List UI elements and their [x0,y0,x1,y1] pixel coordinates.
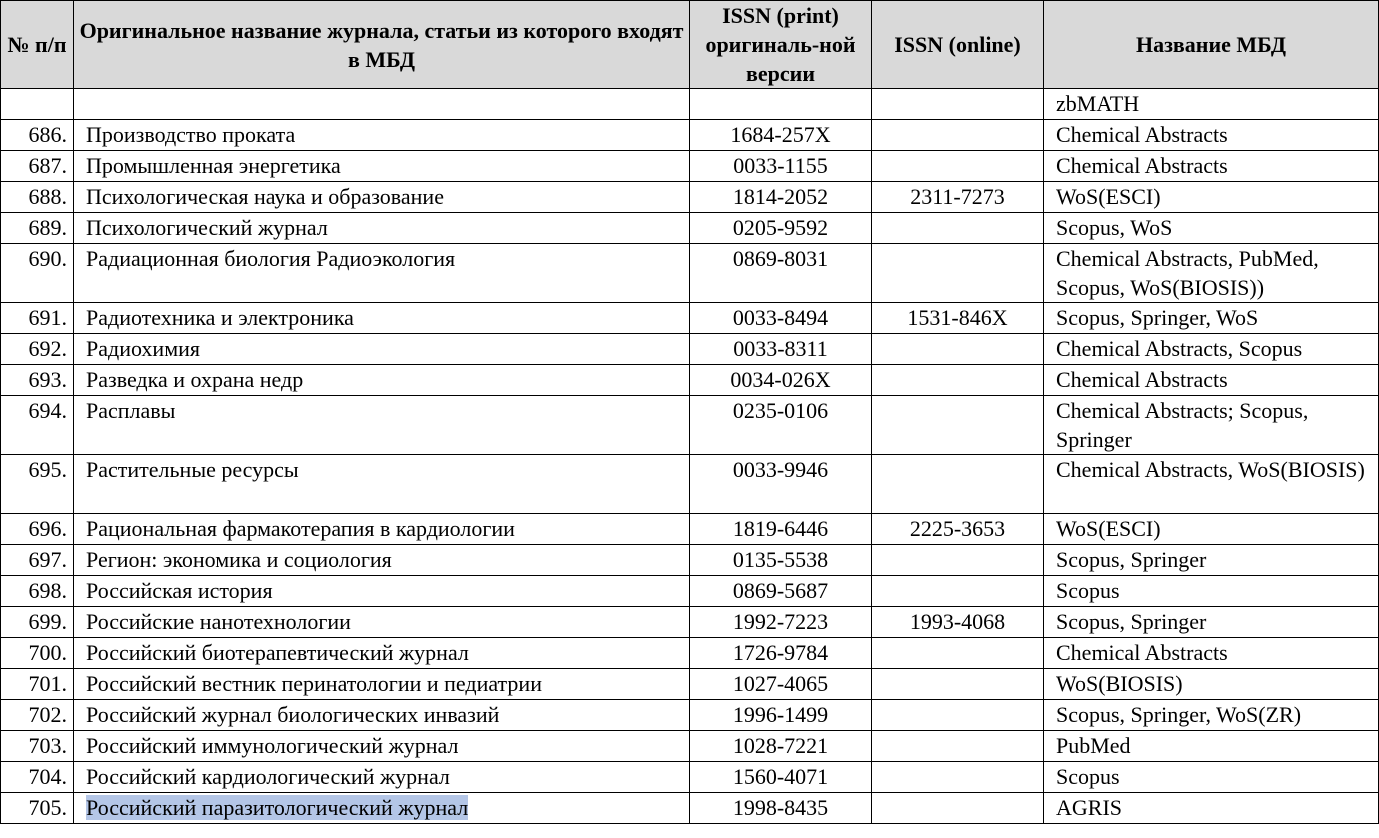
row-mbd: Scopus [1044,576,1379,607]
row-mbd: Chemical Abstracts, WoS(BIOSIS) [1044,455,1379,514]
row-issn-online [872,700,1044,731]
row-issn-online [872,396,1044,455]
row-journal-name: Регион: экономика и социология [74,545,690,576]
row-journal-name: Психологический журнал [74,213,690,244]
row-issn-online [872,365,1044,396]
table-row [1,120,1379,151]
row-issn-online [872,638,1044,669]
row-issn-online: 1531-846X [872,303,1044,334]
row-mbd: Chemical Abstracts, Scopus [1044,334,1379,365]
row-mbd: Chemical Abstracts [1044,638,1379,669]
header-mbd: Название МБД [1044,1,1379,89]
row-issn-print: 1028-7221 [690,731,872,762]
header-journal: Оригинальное название журнала, статьи из которого входят в МБД [74,1,690,89]
row-mbd: Scopus, Springer [1044,545,1379,576]
row-issn-print: 0033-9946 [690,455,872,514]
table-row [1,793,1379,824]
row-num: 701. [1,669,74,700]
row-issn-print: 0033-8494 [690,303,872,334]
table-header [1,1,1379,89]
row-mbd: Chemical Abstracts, PubMed, Scopus, WoS(BIOSIS)) [1044,244,1379,303]
row-num: 688. [1,182,74,213]
row-num: 696. [1,514,74,545]
table-row [1,213,1379,244]
row-journal-name: Российский иммунологический журнал [74,731,690,762]
table-row [1,303,1379,334]
row-issn-online [872,89,1044,120]
row-num: 703. [1,731,74,762]
table-row [1,669,1379,700]
row-num: 686. [1,120,74,151]
row-issn-online: 1993-4068 [872,607,1044,638]
table-row [1,334,1379,365]
row-journal-name: Психологическая наука и образование [74,182,690,213]
header-issn-print: ISSN (print) оригиналь-ной версии [690,1,872,89]
table-row [1,731,1379,762]
row-journal-name: Растительные ресурсы [74,455,690,514]
row-issn-online [872,455,1044,514]
row-num: 689. [1,213,74,244]
table-row [1,396,1379,455]
row-issn-online [872,793,1044,824]
row-mbd: Chemical Abstracts; Scopus, Springer [1044,396,1379,455]
row-issn-online [872,762,1044,793]
table-row [1,365,1379,396]
table-row [1,638,1379,669]
table-row [1,244,1379,303]
row-journal-name: Радиационная биология Радиоэкология [74,244,690,303]
row-journal-name: Радиохимия [74,334,690,365]
row-issn-print: 1684-257X [690,120,872,151]
row-num: 700. [1,638,74,669]
row-journal-name: Российский вестник перинатологии и педиатрии [74,669,690,700]
row-issn-online [872,120,1044,151]
row-journal-name: Российский кардиологический журнал [74,762,690,793]
row-mbd: Scopus, Springer, WoS(ZR) [1044,700,1379,731]
table-row [1,700,1379,731]
row-num: 691. [1,303,74,334]
row-issn-online [872,334,1044,365]
table-row [1,89,1379,120]
row-issn-online [872,244,1044,303]
row-issn-print: 1998-8435 [690,793,872,824]
row-num: 704. [1,762,74,793]
highlighted-journal-name: Российский паразитологический журнал [86,795,469,820]
row-num [1,89,74,120]
row-mbd: PubMed [1044,731,1379,762]
row-issn-online: 2225-3653 [872,514,1044,545]
row-mbd: Scopus [1044,762,1379,793]
table-row [1,455,1379,514]
row-mbd: WoS(ESCI) [1044,514,1379,545]
table-row [1,182,1379,213]
row-issn-online [872,151,1044,182]
row-issn-online [872,213,1044,244]
row-num: 705. [1,793,74,824]
row-journal-name: Российский биотерапевтический журнал [74,638,690,669]
row-issn-print: 1819-6446 [690,514,872,545]
row-issn-print: 0033-8311 [690,334,872,365]
row-num: 695. [1,455,74,514]
row-journal-name [74,89,690,120]
row-issn-print: 0869-5687 [690,576,872,607]
row-mbd: Scopus, WoS [1044,213,1379,244]
row-mbd: Scopus, Springer, WoS [1044,303,1379,334]
table-row [1,762,1379,793]
row-num: 690. [1,244,74,303]
row-mbd: WoS(BIOSIS) [1044,669,1379,700]
row-journal-name: Российский журнал биологических инвазий [74,700,690,731]
row-mbd: Chemical Abstracts [1044,365,1379,396]
row-num: 698. [1,576,74,607]
row-issn-online [872,576,1044,607]
table-body [1,89,1379,824]
header-num: № п/п [1,1,74,89]
row-mbd: AGRIS [1044,793,1379,824]
table-row [1,607,1379,638]
row-issn-print: 1560-4071 [690,762,872,793]
row-issn-print: 1992-7223 [690,607,872,638]
row-issn-print: 1726-9784 [690,638,872,669]
row-mbd: zbMATH [1044,89,1379,120]
header-issn-online: ISSN (online) [872,1,1044,89]
row-journal-name: Промышленная энергетика [74,151,690,182]
row-issn-print: 0034-026X [690,365,872,396]
table-row [1,151,1379,182]
row-issn-print: 0135-5538 [690,545,872,576]
row-journal-name: Производство проката [74,120,690,151]
table-row [1,545,1379,576]
row-journal-name: Расплавы [74,396,690,455]
row-mbd: Scopus, Springer [1044,607,1379,638]
row-issn-print [690,89,872,120]
row-issn-print: 0033-1155 [690,151,872,182]
row-issn-print: 1814-2052 [690,182,872,213]
row-issn-print: 0235-0106 [690,396,872,455]
table-row [1,514,1379,545]
row-mbd: Chemical Abstracts [1044,120,1379,151]
row-issn-print: 0869-8031 [690,244,872,303]
row-journal-name: Российские нанотехнологии [74,607,690,638]
row-journal-name: Российская история [74,576,690,607]
row-num: 687. [1,151,74,182]
row-num: 697. [1,545,74,576]
row-issn-online: 2311-7273 [872,182,1044,213]
row-mbd: Chemical Abstracts [1044,151,1379,182]
row-num: 702. [1,700,74,731]
row-num: 694. [1,396,74,455]
row-issn-print: 1027-4065 [690,669,872,700]
row-issn-online [872,545,1044,576]
header-row [1,1,1379,89]
row-journal-name [74,793,690,824]
table-row [1,576,1379,607]
row-mbd: WoS(ESCI) [1044,182,1379,213]
row-num: 693. [1,365,74,396]
row-num: 692. [1,334,74,365]
row-issn-online [872,669,1044,700]
row-journal-name: Рациональная фармакотерапия в кардиологии [74,514,690,545]
row-issn-print: 1996-1499 [690,700,872,731]
row-issn-online [872,731,1044,762]
row-journal-name: Разведка и охрана недр [74,365,690,396]
row-issn-print: 0205-9592 [690,213,872,244]
row-num: 699. [1,607,74,638]
row-journal-name: Радиотехника и электроника [74,303,690,334]
